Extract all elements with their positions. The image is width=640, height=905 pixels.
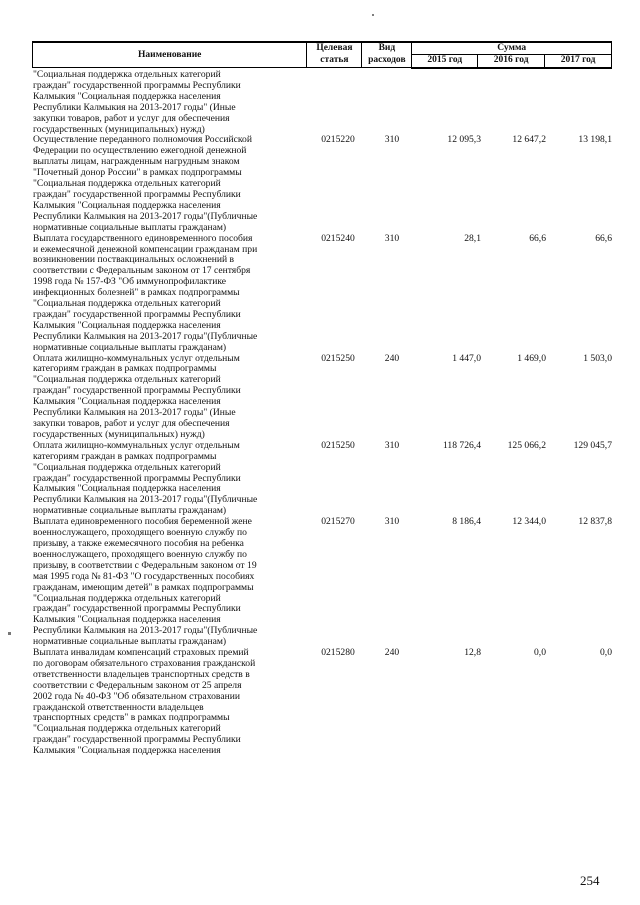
row-name-line: закупки товаров, работ и услуг для обеспечения	[33, 418, 230, 429]
table-row	[33, 135, 613, 233]
row-sum-2015: 28,1	[464, 232, 481, 244]
row-name-line: Оплата жилищно-коммунальных услуг отдельным	[33, 352, 240, 364]
row-name-line: Осуществление переданного полномочия Российской	[33, 134, 252, 146]
table-row	[33, 517, 613, 648]
row-name-line: "Социальная поддержка отдельных категорий	[33, 723, 221, 735]
row-name-line: "Социальная поддержка отдельных категорий	[33, 461, 221, 473]
row-name-line: Оплата жилищно-коммунальных услуг отдельным	[33, 439, 240, 451]
row-name-line: Калмыкия "Социальная поддержка населения	[33, 319, 221, 331]
row-name	[33, 234, 301, 354]
row-name	[33, 70, 301, 135]
row-name-line: Калмыкия "Социальная поддержка населения	[33, 614, 221, 626]
row-sum-2016: 125 066,2	[507, 439, 546, 451]
row-name-line: "Социальная поддержка отдельных категорий	[33, 178, 221, 190]
row-target-article: 0215220	[321, 134, 355, 146]
row-name-line: "Социальная поддержка отдельных категорий	[33, 298, 221, 310]
row-target-article: 0215250	[321, 352, 355, 364]
header-type-line2: расходов	[362, 55, 412, 68]
row-name-line: соответствии с Федеральным законом от 25 апреля	[33, 679, 242, 691]
row-name-line: мая 1995 года № 81-ФЗ "О государственных пособиях	[33, 570, 255, 582]
row-sum-2017: 129 045,7	[573, 439, 612, 451]
row-name-line: нормативные социальные выплаты гражданам)	[33, 341, 227, 353]
row-name-line: инфекционных болезней" в рамках подпрограммы	[33, 287, 240, 299]
header-type-line1: Вид	[362, 42, 412, 55]
row-sum-2016: 66,6	[529, 232, 546, 244]
row-target-article: 0215270	[321, 516, 355, 528]
row-name-line: граждан" государственной программы Республики	[33, 385, 241, 397]
scan-speck	[372, 14, 374, 16]
row-name-line: Республики Калмыкия на 2013-2017 годы"(Публичные	[33, 330, 258, 342]
row-name-line: военнослужащего, проходящего военную службу по	[33, 548, 247, 560]
header-article-line1: Целевая	[307, 42, 362, 55]
row-sum-2017: 13 198,1	[578, 134, 612, 146]
row-name-line: нормативные социальные выплаты гражданам)	[33, 505, 227, 517]
row-name-line: "Социальная поддержка отдельных категорий	[33, 69, 221, 80]
row-name-line: 1998 года № 157-ФЗ "Об иммунопрофилактике	[33, 276, 227, 288]
row-name-line: категориям граждан в рамках подпрограммы	[33, 363, 217, 375]
row-name-line: нормативные социальные выплаты гражданам)	[33, 221, 227, 233]
row-expense-type: 310	[384, 516, 400, 528]
row-name-line: ответственности владельцев транспортных средств в	[33, 668, 250, 680]
row-name-line: Республики Калмыкия на 2013-2017 годы"(Публичные	[33, 625, 258, 637]
table-header	[32, 41, 612, 69]
row-sum-2016: 0,0	[534, 647, 546, 659]
header-year-2016: 2016 год	[478, 55, 545, 68]
row-name-line: призыву, а также ежемесячного пособия на ребенка	[33, 537, 244, 549]
header-year-2017: 2017 год	[545, 55, 612, 68]
row-sum-2017: 1 503,0	[583, 352, 612, 364]
row-name-line: нормативные социальные выплаты гражданам)	[33, 636, 227, 648]
row-name-line: граждан" государственной программы Республики	[33, 603, 241, 615]
row-name-line: по договорам обязательного страхования гражданской	[33, 657, 256, 669]
row-name-line: и ежемесячной денежной компенсации гражданам при	[33, 243, 258, 255]
row-sum-2016: 1 469,0	[517, 352, 546, 364]
row-name-line: граждан" государственной программы Республики	[33, 734, 241, 746]
row-expense-type: 310	[384, 439, 400, 451]
table-row	[33, 234, 613, 354]
row-expense-type: 240	[384, 647, 400, 659]
table-row	[33, 441, 613, 517]
row-sum-2016: 12 647,2	[512, 134, 546, 146]
scan-speck	[8, 632, 11, 635]
row-name-line: военнослужащего, проходящего военную службу по	[33, 527, 247, 539]
row-name-line: "Почетный донор России" в рамках подпрограммы	[33, 167, 242, 179]
row-name	[33, 354, 301, 441]
row-name-line: государственных (муниципальных) нужд)	[33, 123, 205, 135]
row-sum-2015: 12,8	[464, 647, 481, 659]
row-name	[33, 648, 301, 757]
row-name-line: Калмыкия "Социальная поддержка населения	[33, 745, 221, 757]
header-sum: Сумма	[412, 42, 612, 55]
row-sum-2017: 66,6	[595, 232, 612, 244]
row-sum-2016: 12 344,0	[512, 516, 546, 528]
row-name-line: Калмыкия "Социальная поддержка населения	[33, 199, 221, 211]
row-name-line: Республики Калмыкия на 2013-2017 годы" (Иные	[33, 407, 236, 419]
row-name-line: Республики Калмыкия на 2013-2017 годы"(Публичные	[33, 210, 258, 222]
row-name-line: государственных (муниципальных) нужд)	[33, 428, 205, 440]
row-name-line: призыву, в соответствии с Федеральным законом от 19	[33, 559, 257, 571]
row-name-line: Выплата единовременного пособия беременной жене	[33, 516, 252, 528]
row-target-article: 0215240	[321, 232, 355, 244]
row-name-line: Республики Калмыкия на 2013-2017 годы"(Публичные	[33, 494, 258, 506]
row-name-line: гражданской ответственности владельцев	[33, 701, 204, 713]
row-expense-type: 240	[384, 352, 400, 364]
row-sum-2015: 1 447,0	[452, 352, 481, 364]
row-name-line: Выплата инвалидам компенсаций страховых премий	[33, 647, 249, 659]
row-name	[33, 517, 301, 648]
row-name-line: 2002 года № 40-ФЗ "Об обязательном страховании	[33, 690, 240, 702]
row-expense-type: 310	[384, 134, 400, 146]
row-expense-type: 310	[384, 232, 400, 244]
row-name-line: транспортных средств" в рамках подпрограммы	[33, 712, 230, 724]
row-name-line: граждан" государственной программы Республики	[33, 308, 241, 320]
page-number: 254	[580, 873, 600, 888]
row-target-article: 0215250	[321, 439, 355, 451]
row-name-line: Калмыкия "Социальная поддержка населения	[33, 90, 221, 102]
row-name	[33, 135, 301, 233]
row-name-line: соответствии с Федеральным законом от 17 сентября	[33, 265, 251, 277]
row-name-line: Республики Калмыкия на 2013-2017 годы" (Иные	[33, 101, 236, 113]
row-name-line: Калмыкия "Социальная поддержка населения	[33, 396, 221, 408]
row-name-line: "Социальная поддержка отдельных категорий	[33, 374, 221, 386]
header-year-2015: 2015 год	[412, 55, 478, 68]
row-name-line: Выплата государственного единовременного пособия	[33, 232, 253, 244]
table-row	[33, 354, 613, 441]
header-name: Наименование	[33, 42, 307, 68]
table-row	[33, 70, 613, 135]
row-name-line: гражданам, имеющим детей" в рамках подпрограммы	[33, 581, 254, 593]
row-name-line: граждан" государственной программы Республики	[33, 472, 241, 484]
row-name-line: Федерации по осуществлению ежегодной денежной	[33, 145, 247, 157]
row-name	[33, 441, 301, 517]
row-name-line: выплаты лицам, награжденным нагрудным знаком	[33, 156, 240, 168]
row-name-line: граждан" государственной программы Республики	[33, 188, 241, 200]
table-row	[33, 648, 613, 757]
row-name-line: граждан" государственной программы Республики	[33, 79, 241, 91]
row-target-article: 0215280	[321, 647, 355, 659]
header-article-line2: статья	[307, 55, 362, 68]
table-body	[33, 70, 613, 757]
row-name-line: Калмыкия "Социальная поддержка населения	[33, 483, 221, 495]
row-name-line: возникновении поствакцинальных осложнений в	[33, 254, 235, 266]
row-name-line: категориям граждан в рамках подпрограммы	[33, 450, 217, 462]
row-sum-2015: 12 095,3	[447, 134, 481, 146]
row-sum-2015: 8 186,4	[452, 516, 481, 528]
row-sum-2017: 0,0	[600, 647, 612, 659]
row-sum-2017: 12 837,8	[578, 516, 612, 528]
row-name-line: "Социальная поддержка отдельных категорий	[33, 592, 221, 604]
row-name-line: закупки товаров, работ и услуг для обеспечения	[33, 112, 230, 124]
row-sum-2015: 118 726,4	[442, 439, 481, 451]
